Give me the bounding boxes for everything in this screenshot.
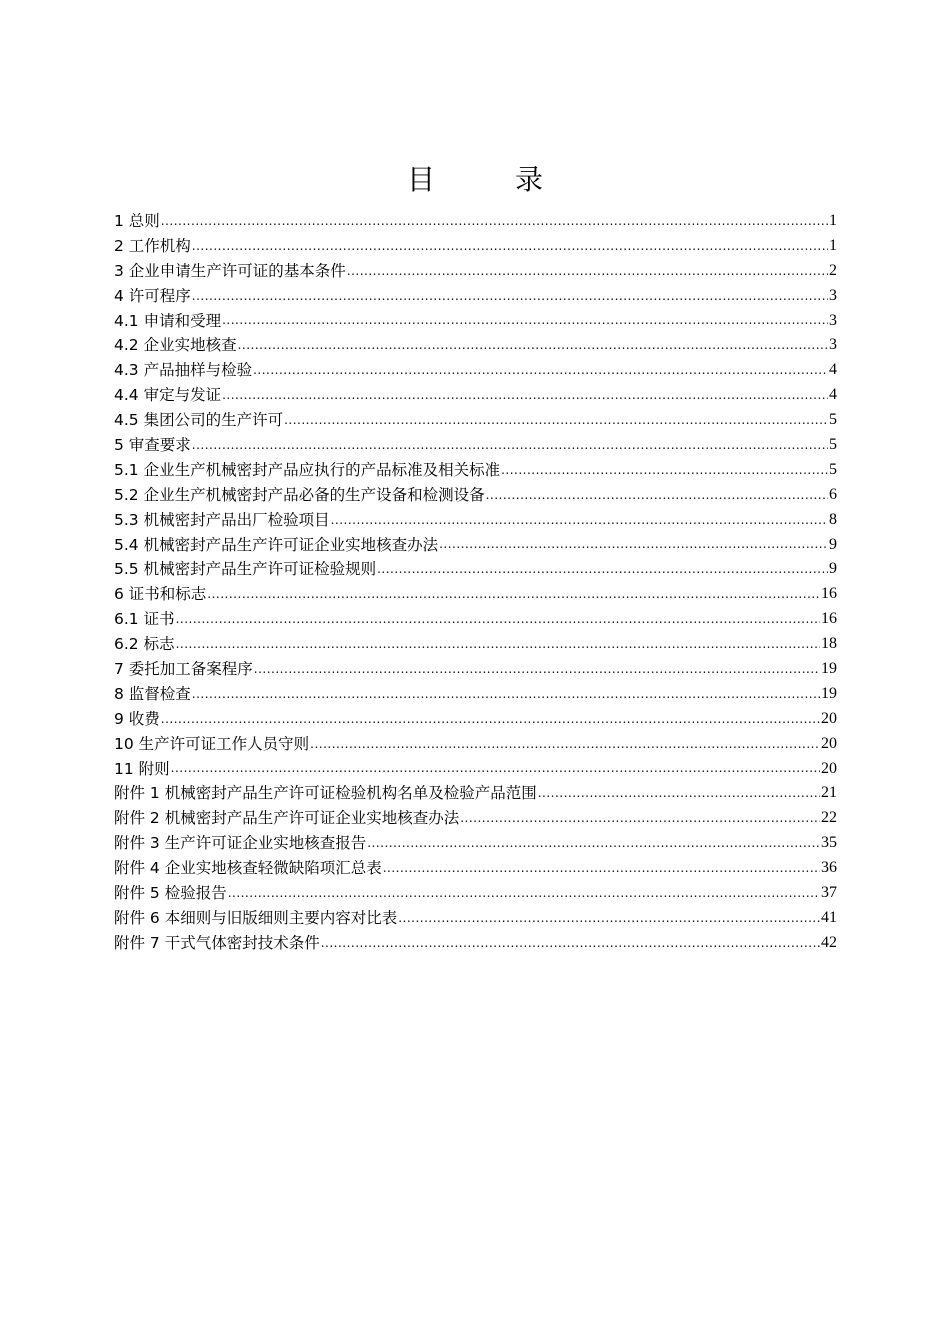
toc-entry-page-number: 1	[829, 236, 837, 254]
toc-leader-dots	[176, 634, 820, 654]
toc-entry-label: 8 监督检查	[114, 684, 191, 703]
toc-entry-page-number: 5	[829, 460, 837, 478]
toc-leader-dots	[192, 435, 828, 455]
toc-entry-label: 2 工作机构	[114, 236, 191, 255]
toc-entry-label: 10 生产许可证工作人员守则	[114, 734, 310, 753]
toc-leader-dots	[460, 808, 820, 828]
toc-entry[interactable]	[114, 358, 837, 383]
toc-entry-label: 附件 6 本细则与旧版细则主要内容对比表	[114, 908, 398, 927]
toc-entry[interactable]	[114, 582, 837, 607]
toc-entry-label: 5.3 机械密封产品出厂检验项目	[114, 510, 330, 529]
toc-leader-dots	[222, 310, 828, 330]
toc-entry-page-number: 42	[821, 933, 837, 951]
toc-entry-page-number: 3	[829, 286, 837, 304]
toc-entry-page-number: 36	[821, 859, 837, 877]
toc-entry-label: 附件 5 检验报告	[114, 884, 227, 903]
toc-entry-label: 6.1 证书	[114, 610, 175, 629]
toc-entry-label: 4 许可程序	[114, 286, 191, 305]
toc-leader-dots	[284, 410, 828, 430]
toc-entry-page-number: 20	[821, 709, 837, 727]
toc-entry-page-number: 5	[829, 411, 837, 429]
toc-entry[interactable]	[114, 806, 837, 831]
toc-entry[interactable]	[114, 707, 837, 732]
toc-entry-label: 5 审查要求	[114, 436, 191, 454]
toc-entry-label: 5.1 企业生产机械密封产品应执行的产品标准及相关标准	[114, 460, 501, 479]
toc-entry[interactable]	[114, 632, 837, 657]
toc-entry[interactable]	[114, 732, 837, 757]
toc-entry-page-number: 8	[829, 510, 837, 528]
toc-entry[interactable]	[114, 657, 837, 682]
toc-entry[interactable]	[114, 408, 837, 433]
toc-entry-page-number: 22	[821, 809, 837, 827]
toc-leader-dots	[192, 286, 828, 306]
toc-entry[interactable]	[114, 557, 837, 582]
toc-leader-dots	[439, 534, 828, 554]
toc-entry-page-number: 4	[829, 361, 837, 379]
toc-entry-label: 附件 2 机械密封产品生产许可证企业实地核查办法	[114, 809, 460, 828]
toc-leader-dots	[310, 734, 820, 754]
toc-entry[interactable]	[114, 458, 837, 483]
toc-entry-label: 3 企业申请生产许可证的基本条件	[114, 261, 346, 280]
table-of-contents	[114, 209, 837, 956]
toc-leader-dots	[192, 684, 820, 704]
toc-entry[interactable]	[114, 881, 837, 906]
toc-entry-label: 6.2 标志	[114, 635, 175, 654]
toc-entry-label: 5.4 机械密封产品生产许可证企业实地核查办法	[114, 535, 439, 554]
toc-entry[interactable]	[114, 906, 837, 931]
toc-entry-label: 1 总则	[114, 211, 160, 230]
toc-entry-page-number: 4	[829, 386, 837, 404]
toc-entry[interactable]	[114, 781, 837, 806]
toc-entry[interactable]	[114, 433, 837, 458]
toc-entry-label: 4.3 产品抽样与检验	[114, 361, 253, 380]
toc-leader-dots	[398, 908, 820, 928]
toc-entry[interactable]	[114, 259, 837, 284]
toc-entry[interactable]	[114, 209, 837, 234]
toc-entry[interactable]	[114, 533, 837, 558]
toc-leader-dots	[321, 933, 820, 953]
toc-leader-dots	[253, 360, 828, 380]
toc-entry-page-number: 37	[821, 884, 837, 902]
toc-entry-label: 4.5 集团公司的生产许可	[114, 411, 284, 430]
toc-leader-dots	[207, 584, 820, 604]
toc-leader-dots	[176, 609, 820, 629]
toc-entry[interactable]	[114, 508, 837, 533]
toc-entry-page-number: 19	[821, 660, 837, 678]
toc-leader-dots	[331, 510, 828, 530]
toc-leader-dots	[161, 211, 828, 231]
toc-entry-label: 附件 4 企业实地核查轻微缺陷项汇总表	[114, 859, 382, 878]
toc-entry-label: 4.4 审定与发证	[114, 386, 222, 405]
toc-entry[interactable]	[114, 856, 837, 881]
toc-entry[interactable]	[114, 383, 837, 408]
toc-entry-page-number: 20	[821, 759, 837, 777]
toc-entry[interactable]	[114, 483, 837, 508]
toc-entry-page-number: 20	[821, 734, 837, 752]
toc-entry-page-number: 9	[829, 560, 837, 578]
toc-entry-page-number: 18	[821, 635, 837, 653]
toc-title: 目 录	[406, 163, 569, 196]
toc-leader-dots	[538, 783, 820, 803]
toc-entry-label: 附件 1 机械密封产品生产许可证检验机构名单及检验产品范围	[114, 784, 537, 803]
toc-entry[interactable]	[114, 234, 837, 259]
toc-entry-label: 4.2 企业实地核查	[114, 336, 237, 355]
toc-entry[interactable]	[114, 309, 837, 334]
toc-entry-label: 5.2 企业生产机械密封产品必备的生产设备和检测设备	[114, 485, 485, 504]
toc-entry[interactable]	[114, 284, 837, 309]
toc-entry[interactable]	[114, 682, 837, 707]
toc-entry-page-number: 1	[829, 211, 837, 229]
toc-leader-dots	[192, 236, 828, 256]
toc-entry-label: 5.5 机械密封产品生产许可证检验规则	[114, 560, 377, 579]
toc-entry-page-number: 16	[821, 610, 837, 628]
toc-entry-page-number: 35	[821, 834, 837, 852]
toc-entry[interactable]	[114, 757, 837, 782]
toc-entry[interactable]	[114, 831, 837, 856]
toc-leader-dots	[501, 460, 828, 480]
toc-entry-label: 4.1 申请和受理	[114, 311, 222, 330]
toc-entry-page-number: 9	[829, 535, 837, 553]
toc-leader-dots	[383, 858, 820, 878]
toc-entry-label: 附件 7 干式气体密封技术条件	[114, 933, 320, 952]
toc-entry-page-number: 19	[821, 684, 837, 702]
toc-entry-page-number: 3	[829, 311, 837, 329]
toc-entry-label: 6 证书和标志	[114, 585, 207, 604]
toc-entry-page-number: 21	[821, 784, 837, 802]
toc-entry-page-number: 41	[821, 908, 837, 926]
toc-leader-dots	[254, 659, 820, 679]
toc-leader-dots	[377, 559, 828, 579]
toc-entry-page-number: 2	[829, 261, 837, 279]
toc-entry-label: 9 收费	[114, 709, 160, 728]
toc-entry-label: 7 委托加工备案程序	[114, 660, 253, 679]
toc-entry[interactable]	[114, 333, 837, 358]
toc-leader-dots	[171, 758, 820, 778]
toc-leader-dots	[347, 261, 828, 281]
toc-leader-dots	[222, 385, 828, 405]
toc-leader-dots	[238, 335, 828, 355]
toc-entry-label: 11 附则	[114, 759, 170, 778]
toc-leader-dots	[228, 883, 820, 903]
toc-leader-dots	[486, 485, 828, 505]
toc-entry-page-number: 6	[829, 485, 837, 503]
toc-leader-dots	[367, 833, 820, 853]
toc-entry-page-number: 16	[821, 585, 837, 603]
toc-entry[interactable]	[114, 931, 837, 956]
toc-entry-label: 附件 3 生产许可证企业实地核查报告	[114, 834, 367, 853]
toc-entry-page-number: 5	[829, 436, 837, 453]
toc-leader-dots	[161, 709, 820, 729]
toc-entry-page-number: 3	[829, 336, 837, 354]
toc-entry[interactable]	[114, 607, 837, 632]
